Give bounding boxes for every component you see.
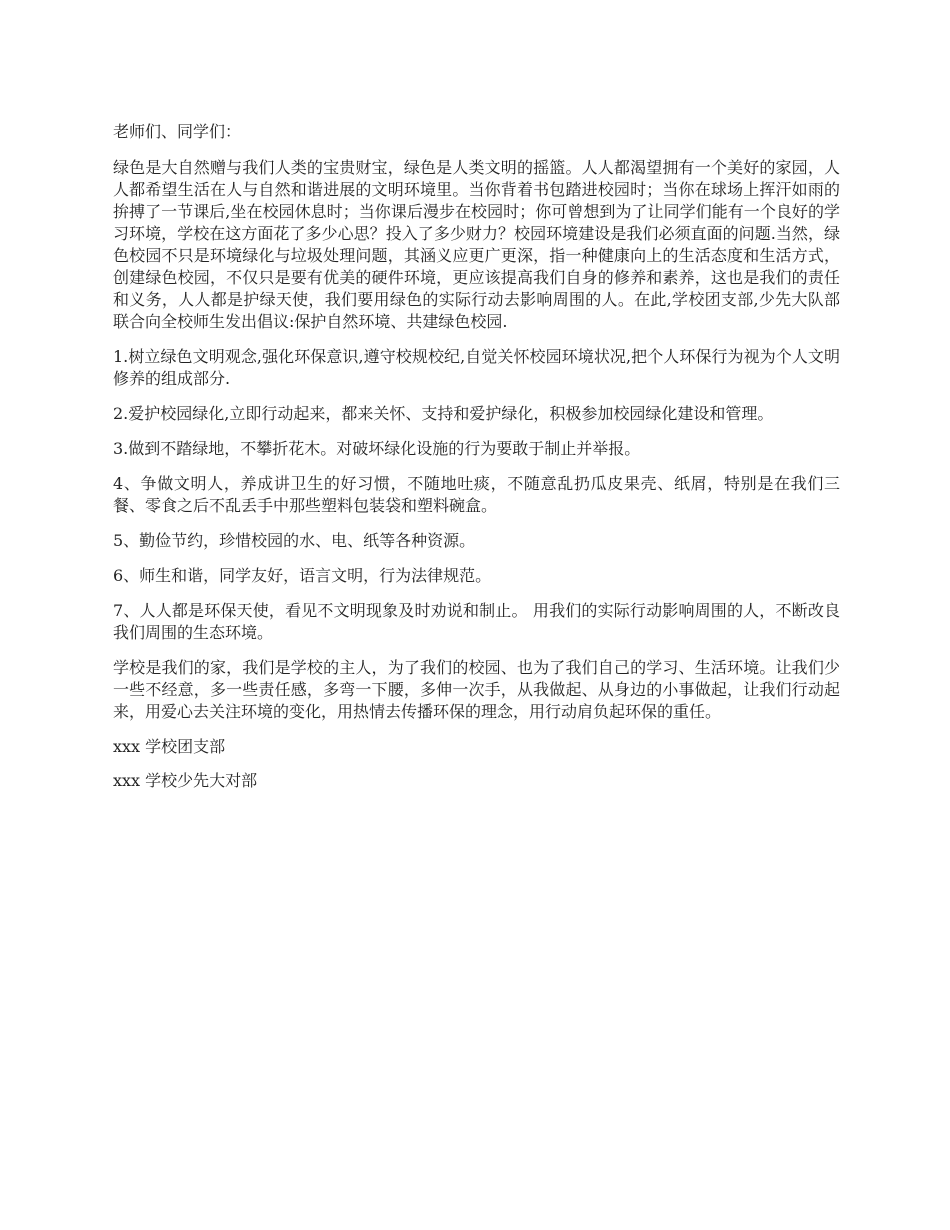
proposal-item-2: 2.爱护校园绿化,立即行动起来，都来关怀、支持和爱护绿化，积极参加校园绿化建设和管理。 [113, 404, 774, 423]
proposal-item-1: 1.树立绿色文明观念,强化环保意识,遵守校规校纪,自觉关怀校园环境状况,把个人环保行为视为个人文明修养的组成部分. [113, 347, 840, 388]
proposal-item-7: 7、人人都是环保天使，看见不文明现象及时劝说和制止。 用我们的实际行动影响周围的人，不断改良我们周围的生态环境。 [113, 601, 840, 642]
proposal-item-6: 6、师生和谐，同学友好，语言文明，行为法律规范。 [113, 566, 492, 585]
proposal-item-4: 4、争做文明人，养成讲卫生的好习惯，不随地吐痰，不随意乱扔瓜皮果壳、纸屑，特别是在我们三餐、零食之后不乱丢手中那些塑料包装袋和塑料碗盒。 [113, 474, 840, 515]
signature-youth-league: xxx 学校团支部 [113, 737, 226, 756]
signature-young-pioneers: xxx 学校少先大对部 [113, 771, 258, 790]
proposal-item-3: 3.做到不踏绿地，不攀折花木。对破坏绿化设施的行为要敢于制止并举报。 [113, 439, 641, 458]
intro-paragraph: 绿色是大自然赠与我们人类的宝贵财宝，绿色是人类文明的摇篮。人人都渴望拥有一个美好的家园，人人都希望生活在人与自然和谐进展的文明环境里。当你背着书包踏进校园时；当你在球场上挥汗如雨的拚搏了一节课后,坐在校园休息时；当你课后漫步在校园时；你可曾想到为了让同学们能有一个良好的学习环境，学校在这方面花了多少心思？投入了多少财力？校园环境建设是我们必须直面的问题.当然，绿色校园不只是环境绿化与垃圾处理问题，其涵义应更广更深，指一种健康向上的生活态度和生活方式，创建绿色校园，不仅只是要有优美的硬件环境，更应该提高我们自身的修养和素养，这也是我们的责任和义务，人人都是护绿天使，我们要用绿色的实际行动去影响周围的人。在此,学校团支部,少先大队部联合向全校师生发出倡议:保护自然环境、共建绿色校园. [113, 158, 840, 331]
document-page [113, 121, 840, 804]
closing-paragraph: 学校是我们的家，我们是学校的主人，为了我们的校园、也为了我们自己的学习、生活环境。让我们少一些不经意，多一些责任感，多弯一下腰，多伸一次手，从我做起、从身边的小事做起，让我们行动起来，用爱心去关注环境的变化，用热情去传播环保的理念，用行动肩负起环保的重任。 [113, 658, 840, 721]
proposal-item-5: 5、勤俭节约，珍惜校园的水、电、纸等各种资源。 [113, 531, 476, 550]
salutation: 老师们、同学们： [113, 122, 242, 141]
